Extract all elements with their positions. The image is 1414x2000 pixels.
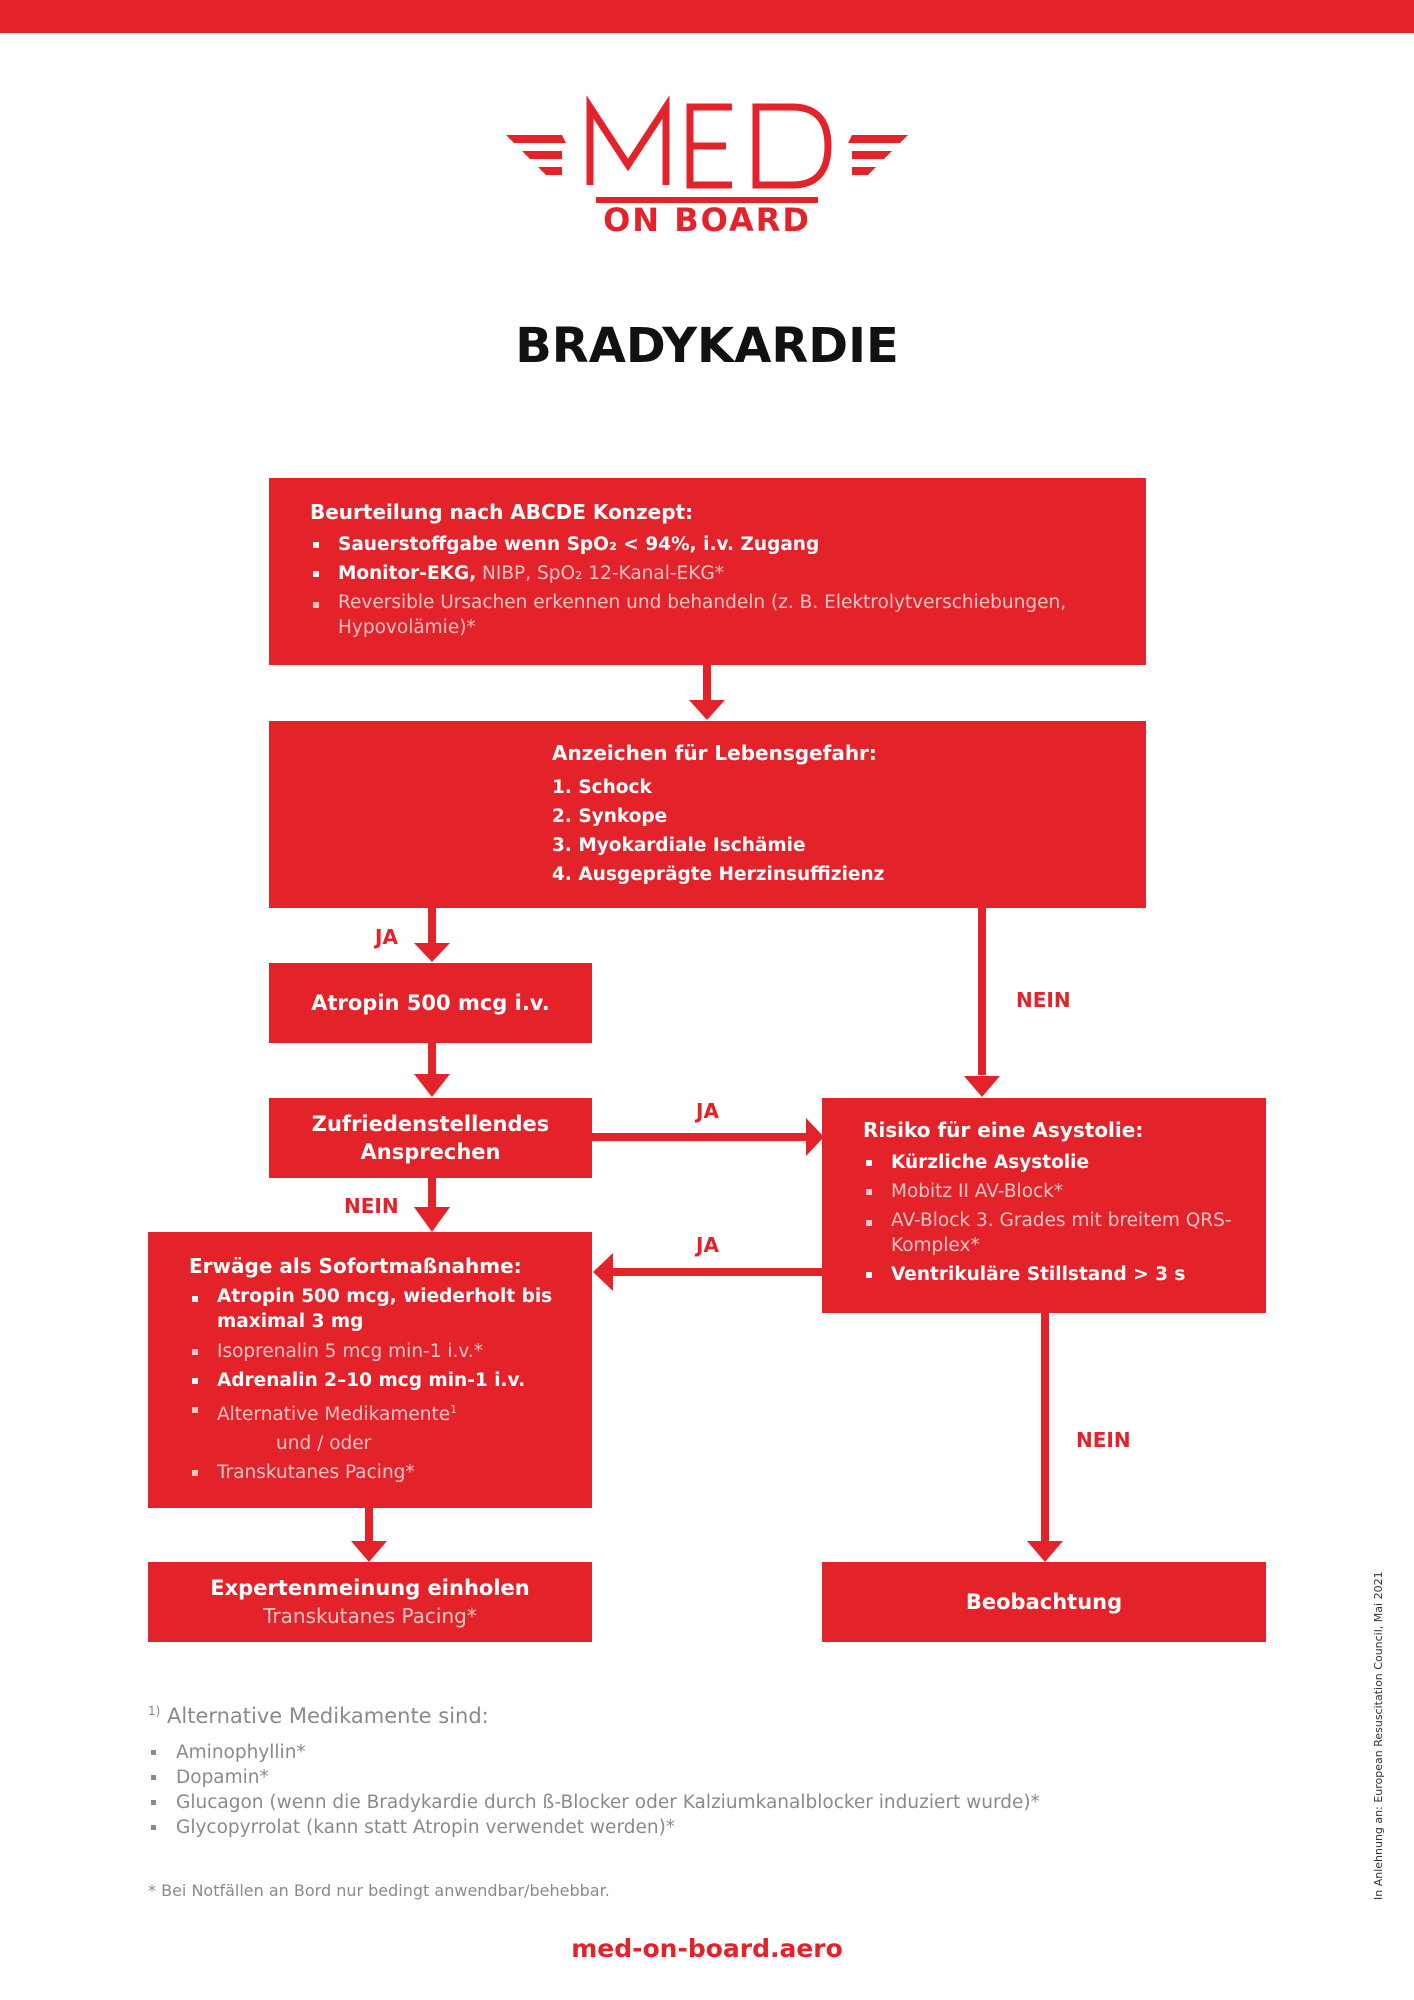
- arrow-response-to-asystole: [592, 1133, 806, 1141]
- immediate-heading: Erwäge als Sofortmaßnahme:: [189, 1254, 522, 1278]
- arrowhead-response-to-immediate: [414, 1207, 450, 1232]
- immediate-item: Transkutanes Pacing*: [189, 1458, 572, 1487]
- immediate-sup: 1: [450, 1403, 458, 1416]
- asystole-item: AV-Block 3. Grades mit breitem QRS-Komplex*: [863, 1208, 1246, 1258]
- atropin-text: Atropin 500 mcg i.v.: [311, 991, 550, 1015]
- label-nein-response: NEIN: [344, 1194, 399, 1218]
- assessment-box: [269, 478, 1146, 665]
- label-ja-asystole: JA: [696, 1233, 719, 1257]
- arrowhead-atropin-to-response: [414, 1074, 450, 1097]
- source-note: In Anlehnung an: European Resuscitation Council, Mai 2021: [1372, 1571, 1385, 1900]
- response-line1: Zufriedenstellendes: [311, 1112, 550, 1136]
- website-url[interactable]: med-on-board.aero: [571, 1934, 843, 1963]
- immediate-andor: und / oder: [276, 1433, 372, 1455]
- label-nein-asystole: NEIN: [1076, 1428, 1131, 1452]
- arrowhead-assessment-to-danger: [689, 700, 725, 720]
- arrow-asystole-to-immediate: [613, 1268, 823, 1276]
- arrowhead-danger-to-atropin: [414, 943, 450, 962]
- arrow-response-to-immediate: [428, 1177, 436, 1207]
- immediate-measures-box: [148, 1232, 592, 1508]
- danger-item: 1. Schock: [552, 777, 652, 798]
- assessment-heading: Beurteilung nach ABCDE Konzept:: [310, 500, 694, 524]
- asystole-risk-box: [822, 1098, 1266, 1313]
- arrowhead-danger-to-asystole: [964, 1076, 1000, 1097]
- immediate-item: Adrenalin 2–10 mcg min-1 i.v.: [189, 1366, 572, 1395]
- arrow-asystole-to-observation: [1041, 1313, 1049, 1541]
- arrow-immediate-to-expert: [365, 1507, 373, 1541]
- expert-line2: Transkutanes Pacing*: [263, 1604, 477, 1628]
- footnote-item: Dopamin*: [148, 1765, 1040, 1790]
- expert-box: [148, 1562, 592, 1642]
- response-line2: Ansprechen: [360, 1140, 501, 1164]
- danger-heading: Anzeichen für Lebensgefahr:: [552, 741, 877, 765]
- observation-box: [822, 1562, 1266, 1642]
- danger-item: 4. Ausgeprägte Herzinsuffizienz: [552, 864, 885, 885]
- observation-text: Beobachtung: [965, 1590, 1123, 1614]
- footnote-list: [148, 1740, 1040, 1840]
- footnote-star: * Bei Notfällen an Bord nur bedingt anwendbar/behebbar.: [148, 1881, 610, 1900]
- footnote-title-text: Alternative Medikamente sind:: [160, 1704, 489, 1728]
- label-nein-danger: NEIN: [1016, 988, 1071, 1012]
- immediate-item: Atropin 500 mcg, wiederholt bis maximal 3 mg: [189, 1284, 572, 1334]
- page-title: BRADYKARDIE: [515, 318, 899, 374]
- danger-item: 3. Myokardiale Ischämie: [552, 835, 806, 856]
- arrow-danger-to-atropin: [428, 907, 436, 943]
- arrow-atropin-to-response: [428, 1043, 436, 1074]
- label-ja-response: JA: [696, 1099, 719, 1123]
- atropin-box: [269, 963, 592, 1043]
- arrowhead-asystole-to-observation: [1027, 1541, 1063, 1562]
- assessment-item-muted: NIBP, SpO₂ 12-Kanal-EKG*: [476, 563, 724, 584]
- assessment-item: Sauerstoffgabe wenn SpO₂ < 94%, i.v. Zugang: [310, 530, 1106, 559]
- footnote-item: Aminophyllin*: [148, 1740, 1040, 1765]
- response-box: [269, 1098, 592, 1178]
- footnote-item: Glucagon (wenn die Bradykardie durch ß-Blocker oder Kalziumkanalblocker induziert wurde)*: [148, 1790, 1040, 1815]
- arrowhead-immediate-to-expert: [351, 1541, 387, 1562]
- asystole-item: Ventrikuläre Stillstand > 3 s: [863, 1260, 1246, 1289]
- immediate-alt-meds: Alternative Medikamente: [217, 1404, 451, 1426]
- footnote-item: Glycopyrrolat (kann statt Atropin verwendet werden)*: [148, 1815, 1040, 1840]
- danger-item: 2. Synkope: [552, 806, 668, 827]
- arrow-danger-to-asystole: [978, 907, 986, 1075]
- logo-subtitle: ON BOARD: [603, 201, 811, 239]
- assessment-item: [310, 559, 1106, 588]
- assessment-item-bold: Monitor-EKG,: [338, 563, 477, 584]
- footnote-title: [148, 1704, 489, 1728]
- immediate-item: Isoprenalin 5 mcg min-1 i.v.*: [189, 1337, 572, 1366]
- arrow-assessment-to-danger: [703, 665, 711, 700]
- expert-line1: Expertenmeinung einholen: [210, 1576, 530, 1600]
- footnote-marker: 1): [148, 1704, 161, 1718]
- label-ja-danger: JA: [375, 925, 398, 949]
- arrowhead-asystole-to-immediate: [593, 1253, 613, 1291]
- asystole-item: Kürzliche Asystolie: [863, 1148, 1246, 1177]
- assessment-item: Reversible Ursachen erkennen und behandeln (z. B. Elektrolytverschiebungen, Hypovolämie)*: [310, 590, 1106, 640]
- immediate-item: [189, 1395, 572, 1429]
- asystole-heading: Risiko für eine Asystolie:: [863, 1118, 1144, 1142]
- asystole-item: Mobitz II AV-Block*: [863, 1177, 1246, 1206]
- danger-signs-box: [269, 721, 1146, 908]
